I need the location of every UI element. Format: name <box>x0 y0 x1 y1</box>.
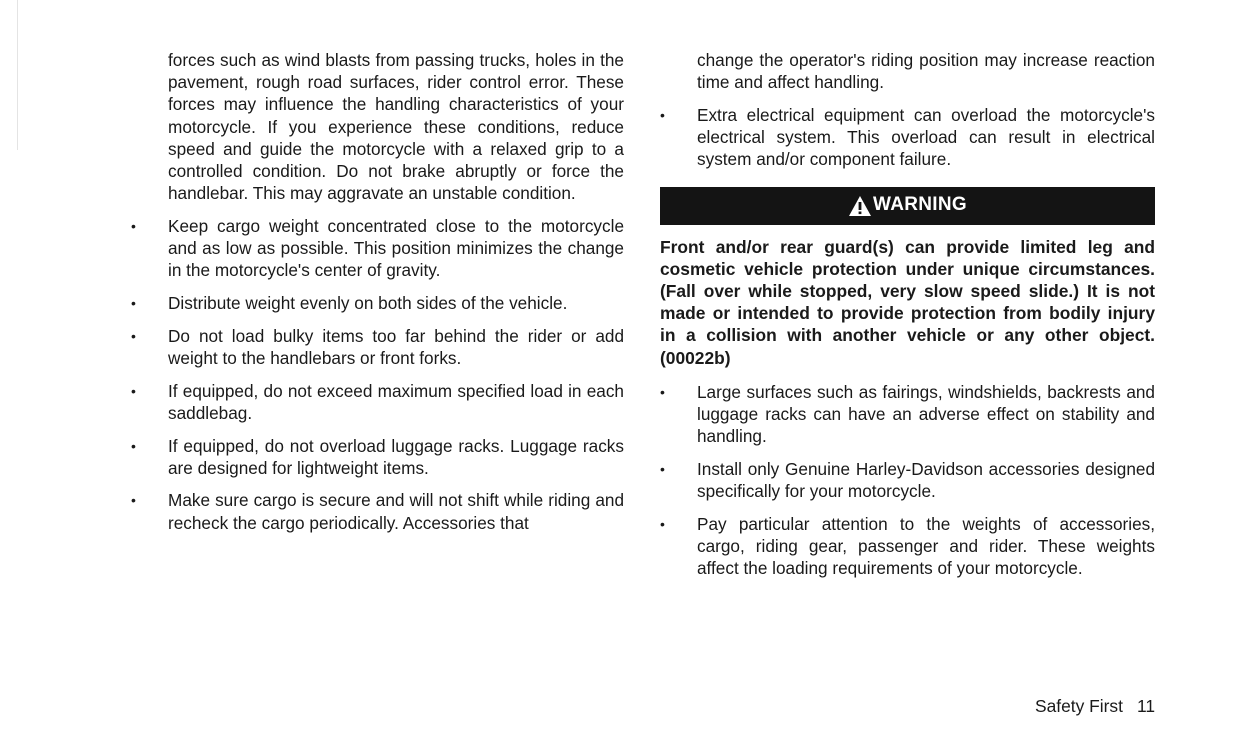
warning-text: Front and/or rear guard(s) can provide limited leg and cosmetic vehicle protection under unique circumstances. (Fall over while stopped, very slow speed slide.) It is not made or intended to provide protection from bodily injury in a collision with another vehicle or any other object. (00022b) <box>660 236 1155 368</box>
bullet-marker: • <box>660 106 665 123</box>
list-item <box>131 292 624 314</box>
list-item-text: Pay particular attention to the weights of accessories, cargo, riding gear, passenger and rider. These weights affect the loading requirements of your motorcycle. <box>697 513 1155 579</box>
bullet-marker: • <box>660 383 665 400</box>
warning-banner <box>660 187 1155 225</box>
continuation-paragraph: change the operator's riding position may increase reaction time and affect handling. <box>697 50 1155 93</box>
list-item <box>660 381 1155 448</box>
list-item <box>660 104 1155 171</box>
list-item <box>131 380 624 424</box>
list-item <box>131 435 624 479</box>
bullet-marker: • <box>131 437 136 454</box>
bullet-marker: • <box>131 217 136 234</box>
bullet-marker: • <box>660 460 665 477</box>
bullet-marker: • <box>131 492 136 509</box>
page-number: 11 <box>1136 696 1155 716</box>
list-item-text: Make sure cargo is secure and will not shift while riding and recheck the cargo periodically. Accessories that <box>168 490 624 533</box>
list-item <box>660 458 1155 502</box>
list-item-text: Install only Genuine Harley-Davidson accessories designed specifically for your motorcycle. <box>697 458 1155 502</box>
bullet-marker: • <box>131 382 136 399</box>
bullet-marker: • <box>660 515 665 532</box>
warning-triangle-icon <box>848 195 872 217</box>
bullet-marker: • <box>131 327 136 344</box>
list-item-text: Keep cargo weight concentrated close to the motorcycle and as low as possible. This position minimizes the change in the motorcycle's center of gravity. <box>168 215 624 281</box>
list-item-text: Large surfaces such as fairings, windshields, backrests and luggage racks can have an adverse effect on stability and handling. <box>697 381 1155 447</box>
list-item <box>660 513 1155 580</box>
left-column <box>131 49 624 544</box>
list-item-text: If equipped, do not exceed maximum specified load in each saddlebag. <box>168 380 624 423</box>
page-footer <box>1035 696 1155 717</box>
list-item <box>131 325 624 369</box>
scan-edge-line <box>17 0 18 150</box>
warning-label: WARNING <box>873 194 967 216</box>
right-column <box>660 49 1155 590</box>
intro-paragraph: forces such as wind blasts from passing trucks, holes in the pavement, rough road surfaces, rider control error. These forces may influence the handling characteristics of your motorcycle. If you experience these conditions, reduce speed and guide the motorcycle with a relaxed grip to a controlled condition. Do not brake abruptly or force the handlebar. This may aggravate an unstable condition. <box>168 50 624 204</box>
list-item-text: Do not load bulky items too far behind the rider or add weight to the handlebars or front forks. <box>168 325 624 368</box>
list-item-text: Extra electrical equipment can overload the motorcycle's electrical system. This overload can result in electrical system and/or component failure. <box>697 104 1155 170</box>
footer-section-title: Safety First <box>1034 696 1123 716</box>
list-item <box>131 215 624 282</box>
list-item-text: If equipped, do not overload luggage racks. Luggage racks are designed for lightweight items. <box>168 435 624 478</box>
list-item-text: Distribute weight evenly on both sides of the vehicle. <box>168 293 568 314</box>
list-item <box>131 489 624 533</box>
bullet-marker: • <box>131 295 136 312</box>
